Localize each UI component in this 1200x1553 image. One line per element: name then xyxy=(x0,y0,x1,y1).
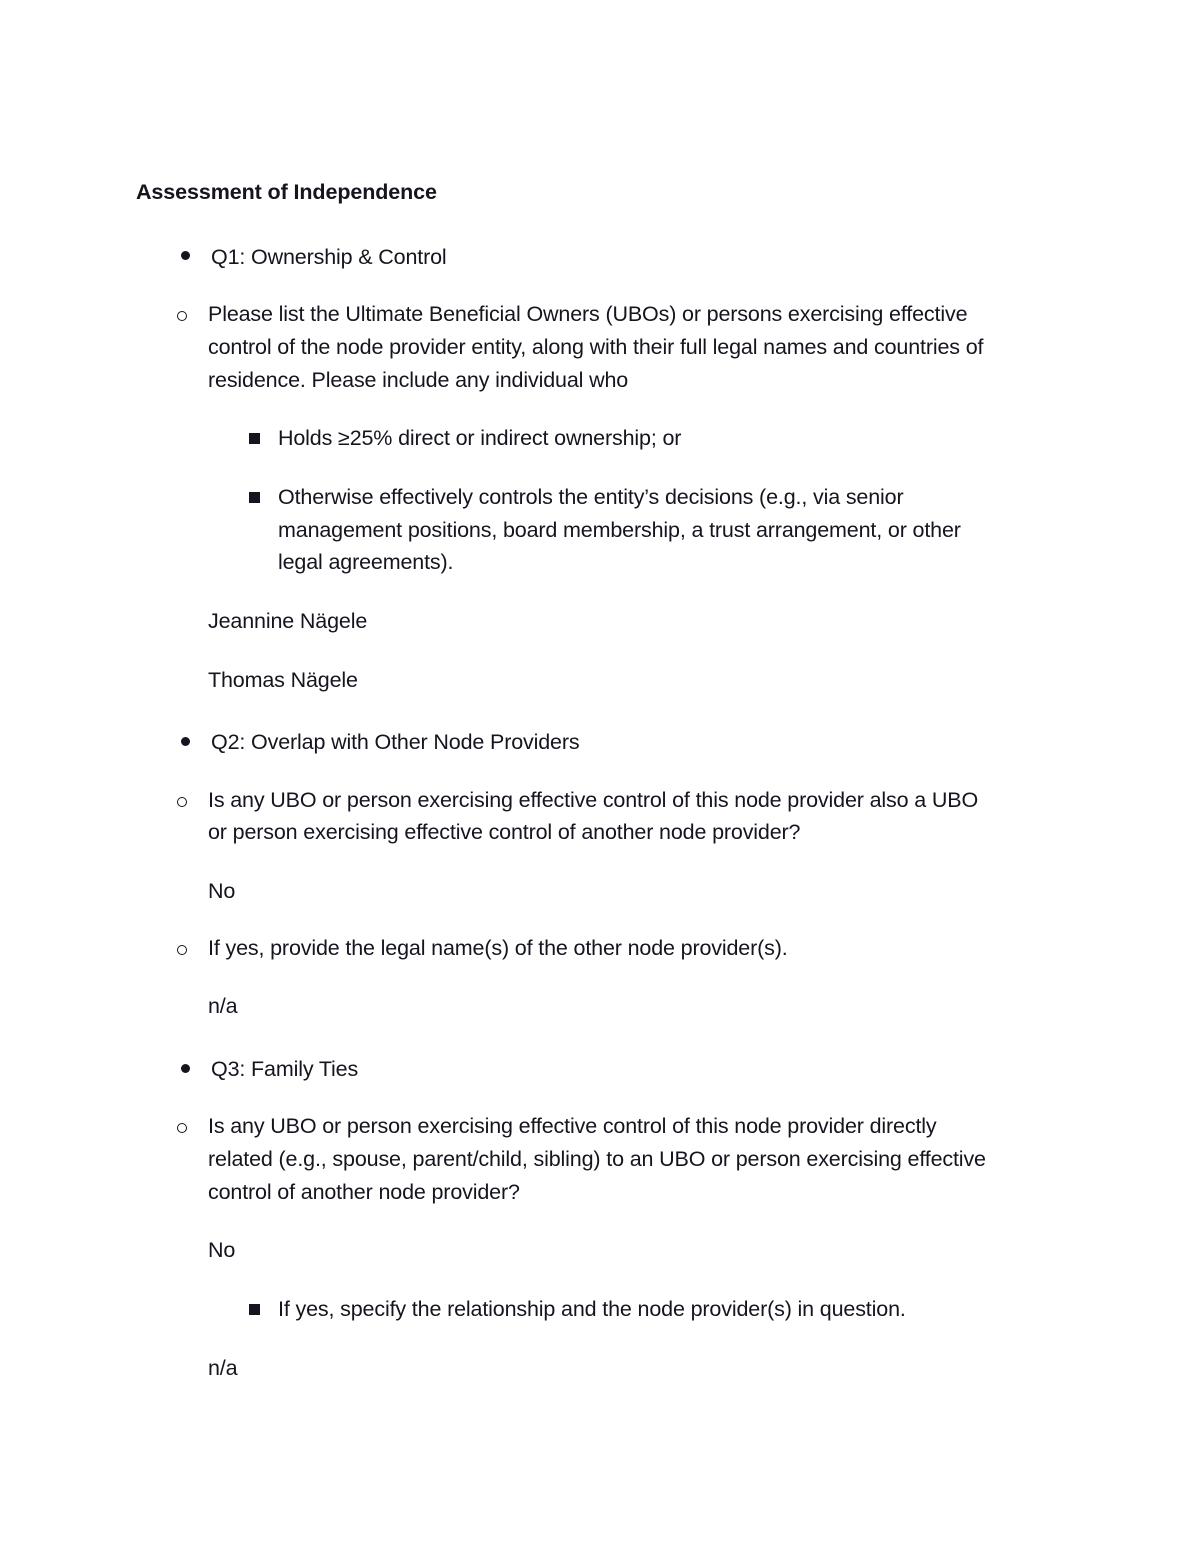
answer-text: No xyxy=(208,879,236,904)
square-bullet-icon xyxy=(249,433,260,444)
criterion-text: Holds ≥25% direct or indirect ownership; or xyxy=(278,426,682,451)
criteria-list-q3a xyxy=(136,1293,1060,1326)
disc-bullet-icon xyxy=(181,1053,195,1086)
section-heading-label: Q3: Family Ties xyxy=(211,1057,359,1082)
circle-bullet-icon xyxy=(177,933,187,966)
answer-text: Jeannine Nägele xyxy=(208,609,368,634)
square-bullet-icon xyxy=(249,1304,260,1315)
section-q1 xyxy=(136,241,1060,696)
section-q3 xyxy=(136,1053,1060,1384)
criterion-text: Otherwise effectively controls the entity’s decisions (e.g., via senior management positions, board membership, a trust arrangement, or other legal agreements). xyxy=(278,485,961,575)
disc-bullet-icon xyxy=(181,726,195,759)
answer-text: n/a xyxy=(208,994,238,1019)
question-text: If yes, provide the legal name(s) of the other node provider(s). xyxy=(208,935,788,960)
circle-bullet-icon xyxy=(177,785,187,818)
question-text: Is any UBO or person exercising effective control of this node provider also a UBO or person exercising effective control of another node provider? xyxy=(208,787,979,845)
criterion-item xyxy=(208,481,1060,579)
criteria-list-q1a xyxy=(136,422,1060,579)
circle-bullet-icon xyxy=(177,299,187,332)
section-heading-q3 xyxy=(136,1053,1060,1086)
circle-bullet-icon xyxy=(177,1111,187,1144)
section-heading-label: Q2: Overlap with Other Node Providers xyxy=(211,730,580,755)
square-bullet-icon xyxy=(249,492,260,503)
disc-bullet-icon xyxy=(181,241,195,274)
section-heading-q1 xyxy=(136,241,1060,274)
question-q1a xyxy=(136,298,1060,396)
question-text: Is any UBO or person exercising effective control of this node provider directly related (e.g., spouse, parent/child, sibling) to an UBO or person exercising effective control of another node provider? xyxy=(208,1114,986,1204)
section-heading-q2 xyxy=(136,726,1060,759)
question-q2b xyxy=(136,932,1060,965)
criterion-item xyxy=(208,1293,1060,1326)
question-q2a xyxy=(136,784,1060,849)
answer-text: n/a xyxy=(208,1355,238,1380)
answer-text: No xyxy=(208,1238,236,1263)
answer-text: Thomas Nägele xyxy=(208,667,358,692)
section-q2 xyxy=(136,726,1060,1023)
criterion-item xyxy=(208,422,1060,455)
question-q3a xyxy=(136,1110,1060,1208)
page-title: Assessment of Independence xyxy=(136,180,437,204)
question-text: Please list the Ultimate Beneficial Owners (UBOs) or persons exercising effective control of the node provider entity, along with their full legal names and countries of residence. Please include any individual who xyxy=(208,302,984,392)
criterion-text: If yes, specify the relationship and the node provider(s) in question. xyxy=(278,1297,906,1322)
section-heading-label: Q1: Ownership & Control xyxy=(211,245,447,270)
